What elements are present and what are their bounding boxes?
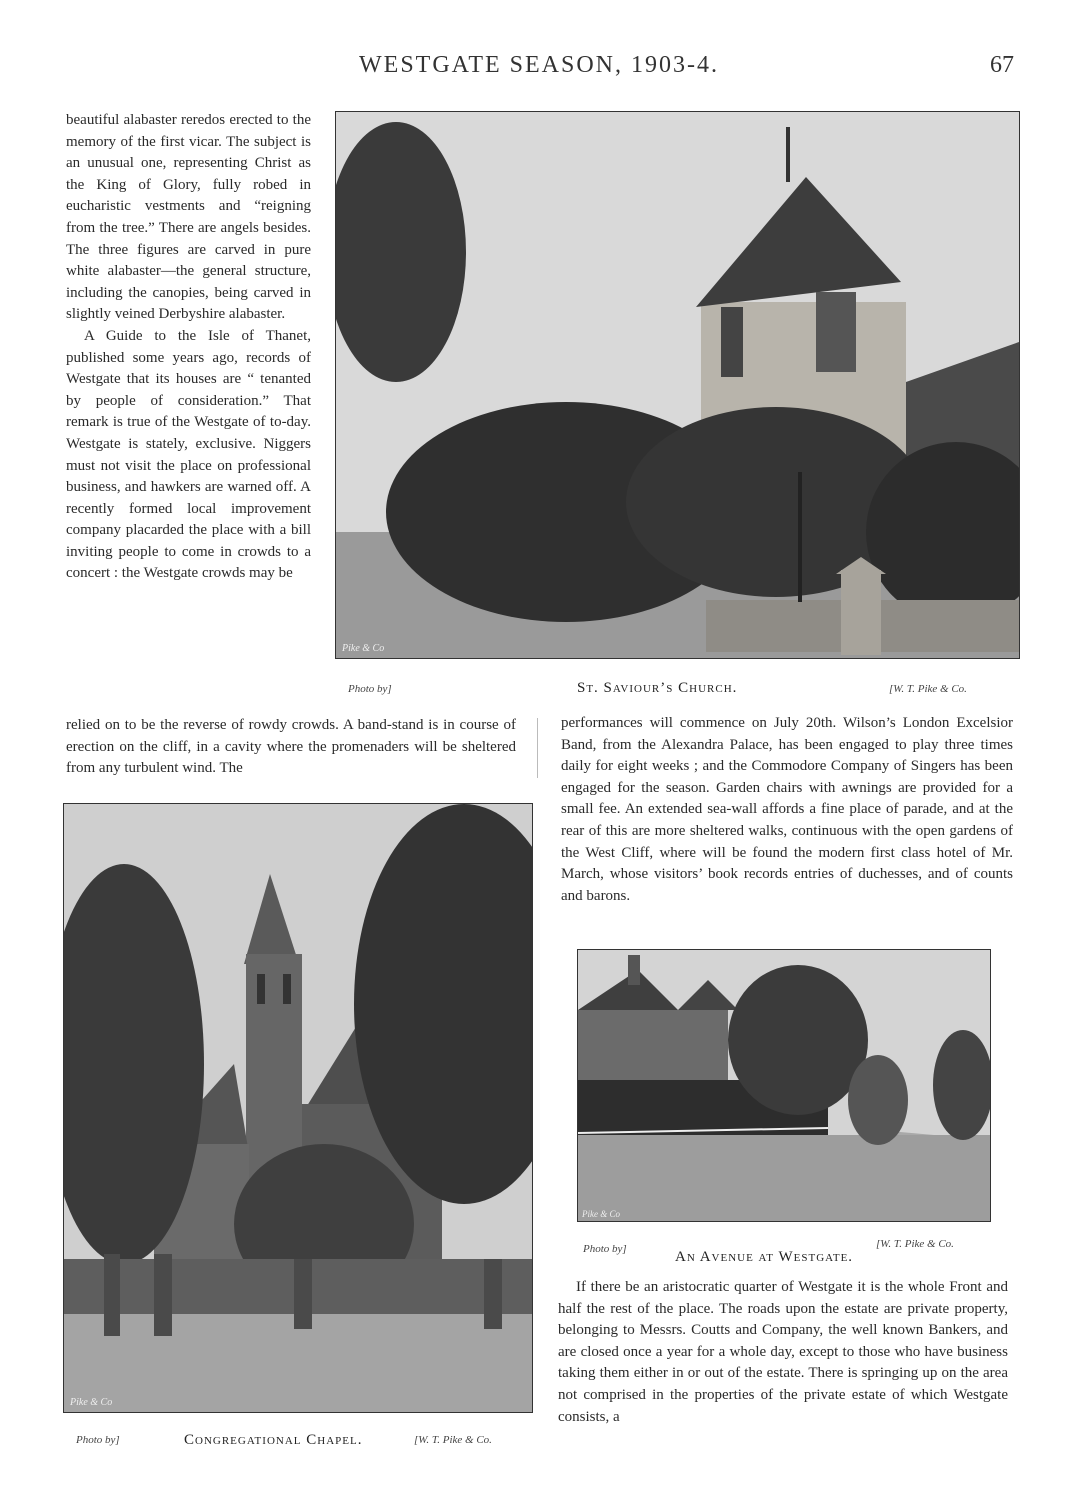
running-title: WESTGATE SEASON, 1903-4. [359, 52, 719, 78]
photo-signature: Pike & Co [582, 1209, 620, 1219]
photo-signature: Pike & Co [342, 643, 385, 654]
photo-credit-left: Photo by] [76, 1434, 120, 1446]
photo-st-saviours-church [335, 111, 1020, 659]
caption-congregational-chapel: Congregational Chapel. [184, 1432, 363, 1448]
paragraph-bandstand: relied on to be the reverse of rowdy crowds. A band-stand is in course of erection on the cliff, in a cavity where the promenaders will be sheltered from any turbulent wind. The [66, 717, 516, 777]
photo-credit-right: [W. T. Pike & Co. [876, 1238, 954, 1250]
page-number: 67 [990, 52, 1014, 78]
paragraph-reredos: beautiful alabaster reredos erected to the memory of the first vicar. The subject is an unusual one, representing Christ as the King of Glory, fully robed in eucharistic vestments and “reigning from the tree.” There are angels besides. The three figures are carved in pure white alabaster—the general structure, including the canopies, being carved in slightly veined Derbyshire alabaster. [66, 112, 311, 323]
church-photo-image [336, 112, 1019, 658]
paragraph-guide: A Guide to the Isle of Thanet, published some years ago, records of Westgate that its houses are “ tenanted by people of consideration.” That remark is true of the Westgate of to-day. Westgate is stately, exclusive. Niggers must not visit the place on professional business, and hawkers are warned off. A recently formed local improvement company placarded the place with a bill inviting people to come in crowds to a concert : the Westgate crowds may be [66, 327, 311, 582]
photo-signature: Pike & Co [70, 1397, 113, 1408]
chapel-photo-image [64, 804, 532, 1412]
photo-credit-right: [W. T. Pike & Co. [889, 683, 967, 695]
column-rule [537, 718, 538, 778]
right-column-text [561, 713, 1013, 907]
photo-credit-left: Photo by] [348, 683, 392, 695]
right-column-bottom-text [558, 1277, 1008, 1428]
photo-congregational-chapel [63, 803, 533, 1413]
avenue-photo-image [578, 950, 990, 1221]
left-column-text [66, 110, 311, 585]
photo-avenue-at-westgate [577, 949, 991, 1222]
paragraph-performances: performances will commence on July 20th. Wilson’s London Excelsior Band, from the Alexandra Palace, has been engaged to play three times daily for eight weeks ; and the Commodore Company of Singers has been engaged for the season. Garden chairs with awnings are provided for a small fee. An extended sea-wall affords a fine place of parade, and at the rear of this are more sheltered walks, continuous with the open gardens of the West Cliff, where will be found the modern first class hotel of Mr. March, whose visitors’ book records entries of duchesses, and of counts and barons. [561, 715, 1013, 904]
paragraph-aristocratic-quarter: If there be an aristocratic quarter of Westgate it is the whole Front and half the rest of the place. The roads upon the estate are private property, belonging to Messrs. Coutts and Company, the well known Bankers, and are closed once a year for a whole day, except to those who have business taking them either in or out of the estate. There is springing up on the area not comprised in the properties of the private estate of which Westgate consists, a [558, 1279, 1008, 1425]
caption-st-saviours: St. Saviour’s Church. [577, 680, 738, 696]
caption-avenue: An Avenue at Westgate. [675, 1249, 854, 1265]
photo-credit-right: [W. T. Pike & Co. [414, 1434, 492, 1446]
photo-credit-left: Photo by] [583, 1243, 627, 1255]
left-column-continuation [66, 715, 516, 780]
